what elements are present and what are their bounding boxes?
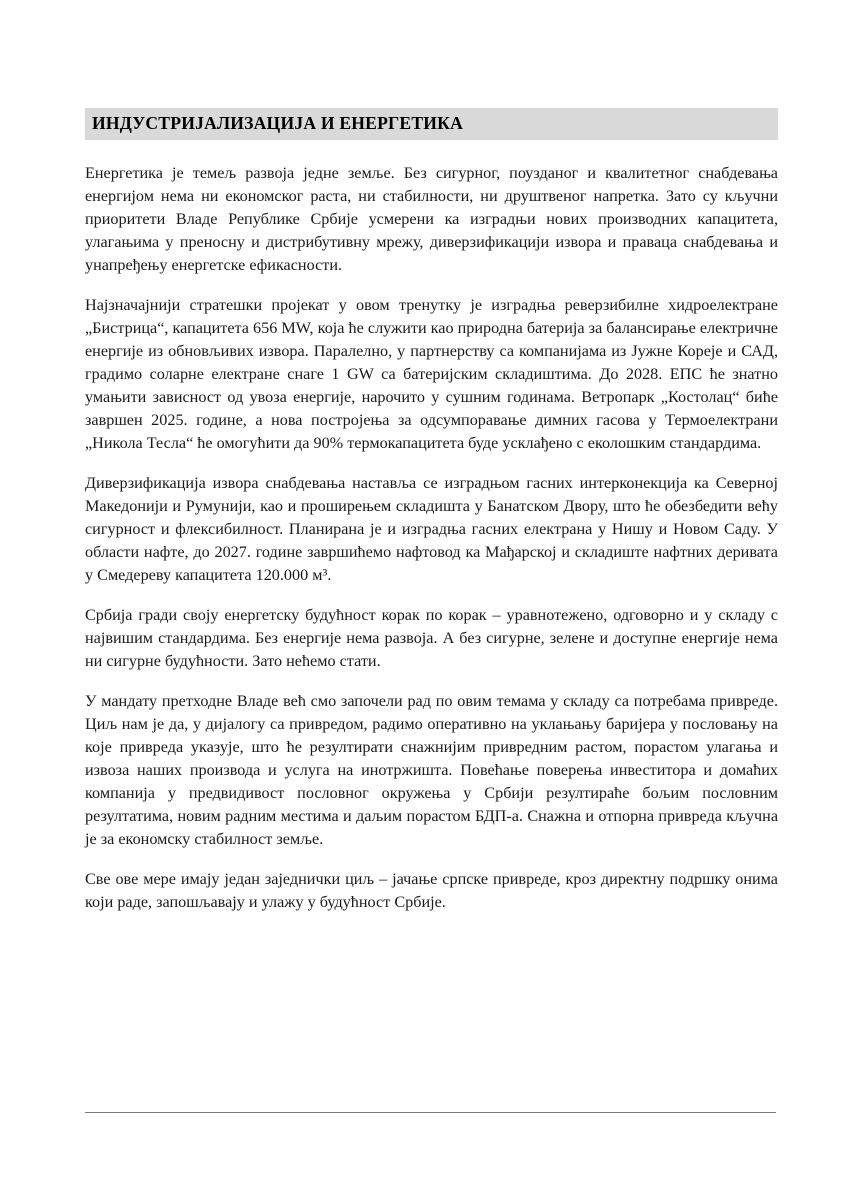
- paragraph-strategic-projects: Најзначајнији стратешки пројекат у овом тренутку је изградња реверзибилне хидроелектране „Бистрица“, капацитета 656 MW, која ће служити као природна батерија за балансирање електричне енергије из обновљивих извора. Паралелно, у партнерству са компанијама из Јужне Кореје и САД, градимо соларне електране снаге 1 GW са батеријским складиштима. До 2028. ЕПС ће знатно умањити зависност од увоза енергије, нарочито у сушним годинама. Ветропарк „Костолац“ биће завршен 2025. године, а нова постројења за одсумпоравање димних гасова у Термоелектрани „Никола Тесла“ ће омогућити да 90% термокапацитета буде усклађено с еколошким стандардима.: [85, 295, 778, 452]
- document-content: [85, 108, 778, 914]
- paragraph-energy-foundation: Енергетика је темељ развоја једне земље. Без сигурног, поузданог и квалитетног снабдевања енергијом нема ни економског раста, ни стабилности, ни друштвеног напретка. Зато су кључни приоритети Владе Републике Србије усмерени ка изградњи нових производних капацитета, улагањима у преносну и дистрибутивну мрежу, диверзификацији извора и праваца снабдевања и унапређењу енергетске ефикасности.: [85, 163, 778, 274]
- paragraph-energy-future: Србија гради своју енергетску будућност корак по корак – уравнотежено, одговорно и у складу с највишим стандардима. Без енергије нема развоја. А без сигурне, зелене и доступне енергије нема ни сигурне будућности. Зато нећемо стати.: [85, 605, 778, 670]
- paragraph-common-goal: Све ове мере имају један заједнички циљ – јачање српске привреде, кроз директну подршку онима који раде, запошљавају и улажу у будућност Србије.: [85, 869, 778, 911]
- paragraph-economy-mandate: У мандату претходне Владе већ смо започели рад по овим темама у складу са потребама привреде. Циљ нам је да, у дијалогу са привредом, радимо оперативно на уклањању баријера у пословању на које привреда указује, што ће резултирати снажнијим привредним растом, порастом улагања и извоза наших производа и услуга на инотржишта. Повећање поверења инвеститора и домаћих компанија у предвидивост пословног окружења у Србији резултираће бољим пословним резултатима, новим радним местима и даљим порастом БДП-а. Снажна и отпорна привреда кључна је за економску стабилност земље.: [85, 691, 778, 848]
- paragraph-diversification: Диверзификација извора снабдевања наставља се изградњом гасних интерконекција ка Северној Македонији и Румунији, као и проширењем складишта у Банатском Двору, што ће обезбедити већу сигурност и флексибилност. Планирана је и изградња гасних електрана у Нишу и Новом Саду. У области нафте, до 2027. године завршићемо нафтовод ка Мађарској и складиште нафтних деривата у Смедереву капацитета 120.000 м³.: [85, 473, 778, 584]
- page-title: ИНДУСТРИЈАЛИЗАЦИЈА И ЕНЕРГЕТИКА: [85, 108, 778, 140]
- footer-divider: [85, 1112, 776, 1113]
